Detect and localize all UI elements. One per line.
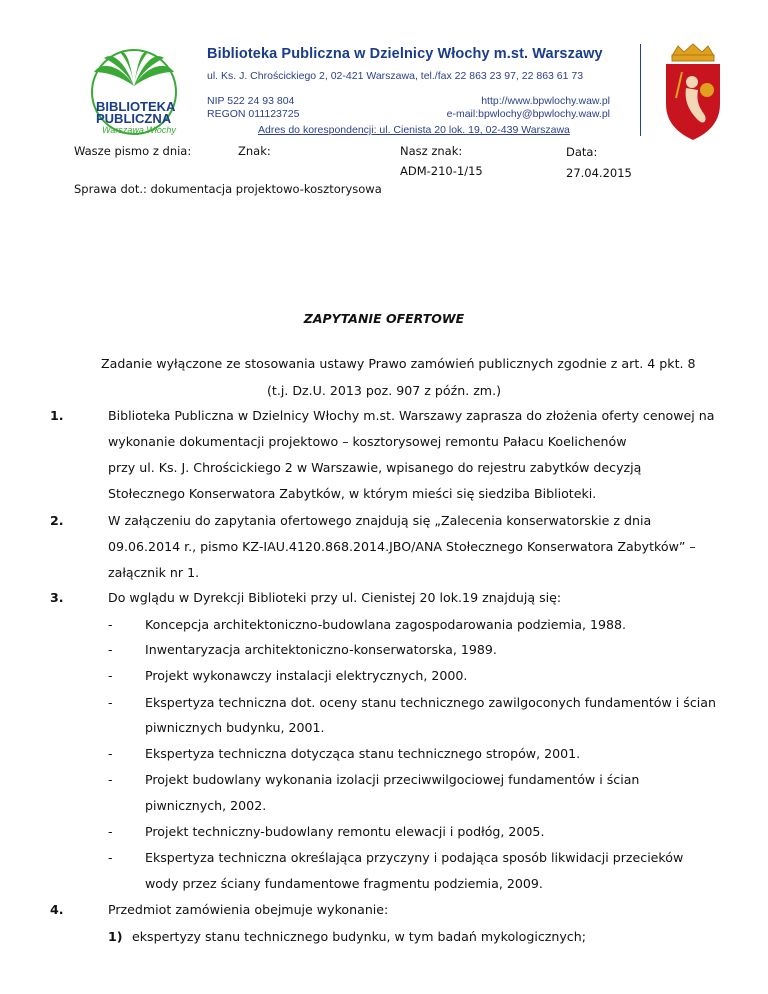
warsaw-coat-of-arms-icon bbox=[660, 42, 726, 142]
list-item: Inwentaryzacja architektoniczno-konserwatorska, 1989. bbox=[145, 642, 497, 657]
library-logo bbox=[72, 46, 200, 138]
section-1-number: 1. bbox=[50, 408, 64, 423]
section-1-line: Stołecznego Konserwatora Zabytków, w którym mieści się siedziba Biblioteki. bbox=[108, 486, 597, 501]
your-letter-label: Wasze pismo z dnia: bbox=[74, 144, 192, 158]
list-item: Ekspertyza techniczna określająca przyczyny i podająca sposób likwidacji przecieków bbox=[145, 850, 684, 865]
logo-text-publiczna: PUBLICZNA bbox=[96, 111, 172, 126]
date-label: Data: bbox=[566, 145, 598, 159]
section-2-line: 09.06.2014 r., pismo KZ-IAU.4120.868.2014.JBO/ANA Stołecznego Konserwatora Zabytków” – bbox=[108, 539, 696, 554]
list-bullet: - bbox=[108, 642, 113, 657]
list-item-continuation: piwnicznych budynku, 2001. bbox=[145, 720, 325, 735]
section-1-line: wykonanie dokumentacji projektowo – kosztorysowej remontu Pałacu Koelichenów bbox=[108, 434, 627, 449]
list-item: Projekt wykonawczy instalacji elektrycznych, 2000. bbox=[145, 668, 468, 683]
list-item: Koncepcja architektoniczno-budowlana zagospodarowania podziemia, 1988. bbox=[145, 617, 627, 632]
intro-line-2: (t.j. Dz.U. 2013 poz. 907 z późn. zm.) bbox=[266, 383, 501, 398]
list-bullet: - bbox=[108, 695, 113, 710]
logo-text-biblioteka: BIBLIOTEKA bbox=[96, 99, 176, 114]
section-1-line: przy ul. Ks. J. Chrościckiego 2 w Warszawie, wpisanego do rejestru zabytków decyzją bbox=[108, 460, 642, 475]
our-sign-label: Nasz znak: bbox=[400, 144, 463, 158]
subject-line: Sprawa dot.: dokumentacja projektowo-kosztorysowa bbox=[74, 182, 382, 196]
sign-label: Znak: bbox=[238, 144, 271, 158]
section-4-sub-number: 1) bbox=[108, 929, 123, 944]
list-item: Ekspertyza techniczna dotycząca stanu technicznego stropów, 2001. bbox=[145, 746, 581, 761]
website-link[interactable]: http://www.bpwlochy.waw.pl bbox=[481, 95, 610, 107]
section-4-line: Przedmiot zamówienia obejmuje wykonanie: bbox=[108, 902, 389, 917]
document-title: ZAPYTANIE OFERTOWE bbox=[303, 311, 465, 326]
correspondence-address: Adres do korespondencji: ul. Cienista 20 lok. 19, 02-439 Warszawa bbox=[258, 124, 570, 136]
intro-line-1: Zadanie wyłączone ze stosowania ustawy Prawo zamówień publicznych zgodnie z art. 4 pkt. 8 bbox=[101, 356, 696, 371]
section-3-line: Do wglądu w Dyrekcji Biblioteki przy ul. Cienistej 20 lok.19 znajdują się: bbox=[108, 590, 562, 605]
email-link[interactable]: e-mail:bpwlochy@bpwlochy.waw.pl bbox=[446, 108, 610, 120]
section-3-number: 3. bbox=[50, 590, 64, 605]
section-4-sub-item: ekspertyzy stanu technicznego budynku, w tym badań mykologicznych; bbox=[132, 929, 586, 944]
list-bullet: - bbox=[108, 850, 113, 865]
section-2-line: W załączeniu do zapytania ofertowego znajdują się „Zalecenia konserwatorskie z dnia bbox=[108, 513, 652, 528]
regon-number: REGON 011123725 bbox=[207, 108, 300, 120]
section-1-line: Biblioteka Publiczna w Dzielnicy Włochy m.st. Warszawy zaprasza do złożenia oferty cenowej na bbox=[108, 408, 715, 423]
list-bullet: - bbox=[108, 668, 113, 683]
section-2-number: 2. bbox=[50, 513, 64, 528]
list-item: Projekt budowlany wykonania izolacji przeciwwilgociowej fundamentów i ścian bbox=[145, 772, 640, 787]
list-bullet: - bbox=[108, 617, 113, 632]
list-item: Projekt techniczny-budowlany remontu elewacji i podłóg, 2005. bbox=[145, 824, 545, 839]
nip-number: NIP 522 24 93 804 bbox=[207, 95, 295, 107]
date-value: 27.04.2015 bbox=[566, 166, 632, 180]
list-item: Ekspertyza techniczna dot. oceny stanu technicznego zawilgoconych fundamentów i ścian bbox=[145, 695, 716, 710]
logo-tagline: Warszawa Włochy bbox=[102, 125, 176, 135]
list-bullet: - bbox=[108, 746, 113, 761]
list-bullet: - bbox=[108, 772, 113, 787]
list-item-continuation: piwnicznych, 2002. bbox=[145, 798, 267, 813]
organization-address: ul. Ks. J. Chrościckiego 2, 02-421 Warszawa, tel./fax 22 863 23 97, 22 863 61 73 bbox=[207, 70, 584, 82]
section-2-line: załącznik nr 1. bbox=[108, 565, 200, 580]
section-4-number: 4. bbox=[50, 902, 64, 917]
header-divider bbox=[640, 44, 641, 136]
organization-name: Biblioteka Publiczna w Dzielnicy Włochy m.st. Warszawy bbox=[207, 46, 603, 62]
list-bullet: - bbox=[108, 824, 113, 839]
our-sign-value: ADM-210-1/15 bbox=[400, 164, 483, 178]
list-item-continuation: wody przez ściany fundamentowe fragmentu podziemia, 2009. bbox=[145, 876, 543, 891]
